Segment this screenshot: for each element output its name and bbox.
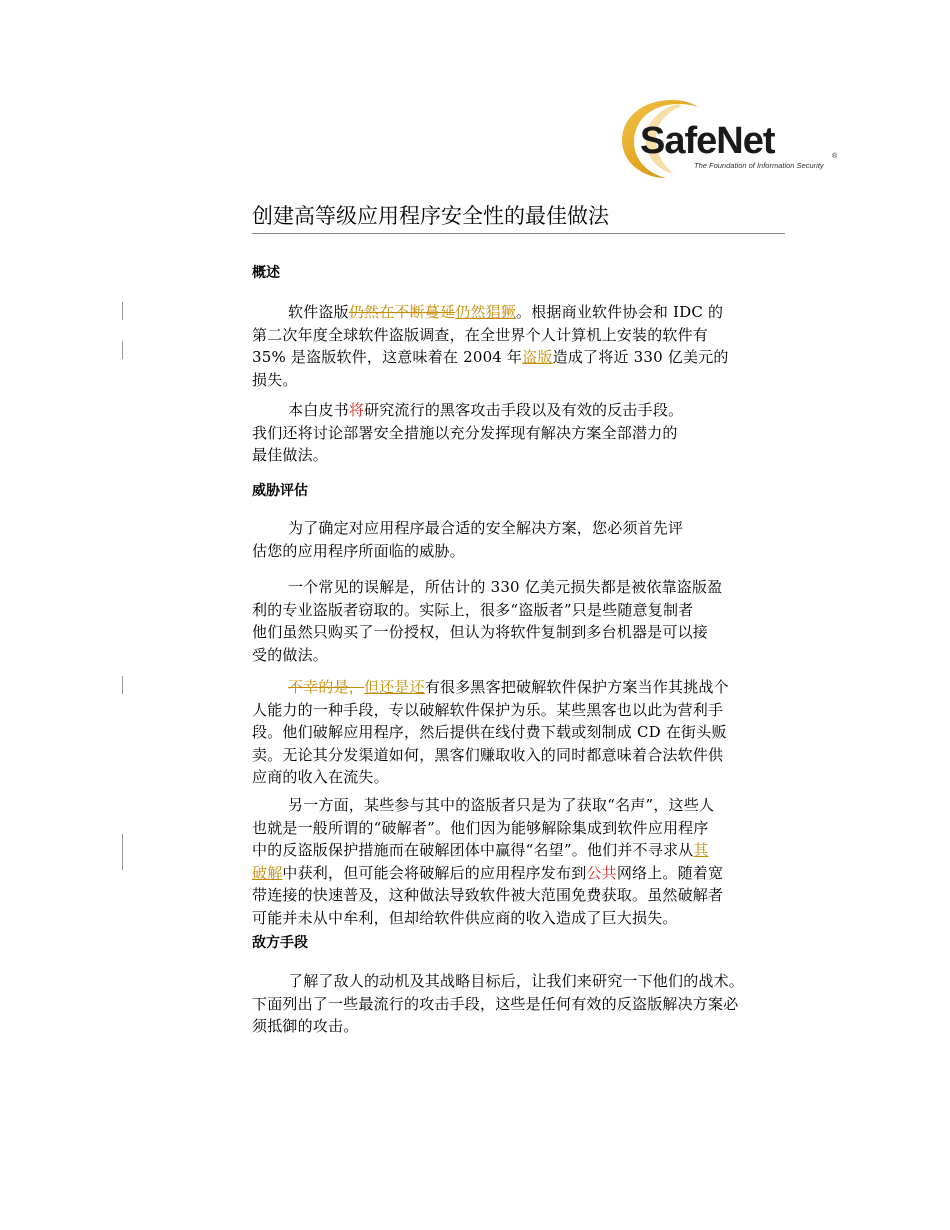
deleted-text: 仍然在不断蔓延 (348, 303, 456, 321)
text-line: 估您的应用程序所面临的威胁。 (252, 541, 465, 560)
text-line: 人能力的一种手段，专以破解软件保护为乐。某些黑客也以此为营利手 (252, 700, 724, 719)
text-line: 应商的收入在流失。 (252, 768, 389, 786)
section-heading-enemy-tactics: 敌方手段 (252, 935, 308, 951)
revision-change-bar (122, 676, 123, 694)
text-span: 35% 是盗版软件，这意味着在 2004 年 (252, 348, 523, 366)
text-span: 中的反盗版保护措施而在破解团体中赢得“名望”。他们并不寻求从 (252, 841, 694, 859)
paragraph-hackers (252, 676, 822, 789)
text-span: 。根据商业软件协会和 IDC 的 (516, 303, 724, 321)
text-line: 另一方面，某些参与其中的盗版者只是为了获取“名声”，这些人 (288, 796, 715, 814)
safenet-logo (620, 96, 842, 180)
text-line: 为了确定对应用程序最合适的安全解决方案，您必须首先评 (288, 519, 684, 537)
text-span: 有很多黑客把破解软件保护方案当作其挑战个 (424, 678, 729, 696)
revision-change-bar (122, 834, 123, 870)
text-line: 第二次年度全球软件盗版调查，在全世界个人计算机上安装的软件有 (252, 325, 709, 344)
paragraph-whitepaper-intro (252, 399, 822, 467)
inserted-text: 公共 (586, 863, 617, 882)
logo-brand-text: SafeNet (640, 120, 775, 162)
text-line: 了解了敌人的动机及其战略目标后，让我们来研究一下他们的战术。 (288, 972, 745, 990)
section-heading-threat: 威胁评估 (252, 483, 308, 499)
text-line: 须抵御的攻击。 (252, 1017, 359, 1035)
logo-tagline: The Foundation of Information Security (694, 161, 824, 170)
text-line: 也就是一般所谓的“破解者”。他们因为能够解除集成到软件应用程序 (252, 818, 709, 837)
text-line: 可能并未从中牟利，但却给软件供应商的收入造成了巨大损失。 (252, 908, 678, 927)
logo-registered-mark: ® (832, 153, 838, 160)
text-line: 带连接的快速普及，这种做法导致软件被大范围免费获取。虽然破解者 (252, 886, 724, 904)
inserted-text: 其 (693, 841, 709, 859)
inserted-text: 将 (348, 401, 365, 419)
revision-change-bar (122, 341, 123, 359)
text-span: 软件盗版 (288, 303, 349, 321)
revision-change-bar (122, 302, 123, 320)
text-span: 研究流行的黑客攻击手段以及有效的反击手段。 (364, 401, 684, 419)
inserted-text: 但还是还 (364, 678, 425, 696)
text-line: 损失。 (252, 370, 298, 389)
inserted-text: 仍然猖獗 (455, 303, 517, 321)
page-title: 创建高等级应用程序安全性的最佳做法 (252, 201, 785, 234)
paragraph-threat-intro (252, 517, 822, 562)
deleted-text: 不幸的是， (288, 678, 365, 696)
text-line: 下面列出了一些最流行的攻击手段，这些是任何有效的反盗版解决方案必 (252, 994, 739, 1013)
inserted-text: 盗版 (522, 348, 553, 366)
text-span: 本白皮书 (288, 401, 349, 419)
inserted-text: 破解 (252, 863, 283, 882)
text-line: 一个常见的误解是，所估计的 330 亿美元损失都是被依靠盗版盈 (288, 578, 723, 596)
text-span: 造成了将近 330 亿美元的 (552, 348, 729, 366)
section-heading-overview: 概述 (252, 265, 280, 281)
paragraph-piracy-stats (252, 301, 822, 391)
paragraph-tactics-intro (252, 970, 842, 1038)
text-line: 段。他们破解应用程序，然后提供在线付费下载或刻制成 CD 在街头贩 (252, 723, 727, 741)
text-line: 卖。无论其分发渠道如何，黑客们赚取收入的同时都意味着合法软件供 (252, 745, 724, 764)
text-span: 中获利，但可能会将破解后的应用程序发布到 (282, 863, 587, 882)
text-line: 他们虽然只购买了一份授权，但认为将软件复制到多台机器是可以接 (252, 623, 709, 641)
text-line: 最佳做法。 (252, 446, 329, 464)
text-line: 受的做法。 (252, 645, 329, 664)
paragraph-misconception (252, 576, 822, 666)
text-line: 利的专业盗版者窃取的。实际上，很多“盗版者”只是些随意复制者 (252, 600, 694, 619)
text-span: 网络上。随着宽 (616, 863, 724, 882)
text-line: 我们还将讨论部署安全措施以充分发挥现有解决方案全部潜力的 (252, 423, 678, 442)
paragraph-crackers (252, 794, 822, 929)
